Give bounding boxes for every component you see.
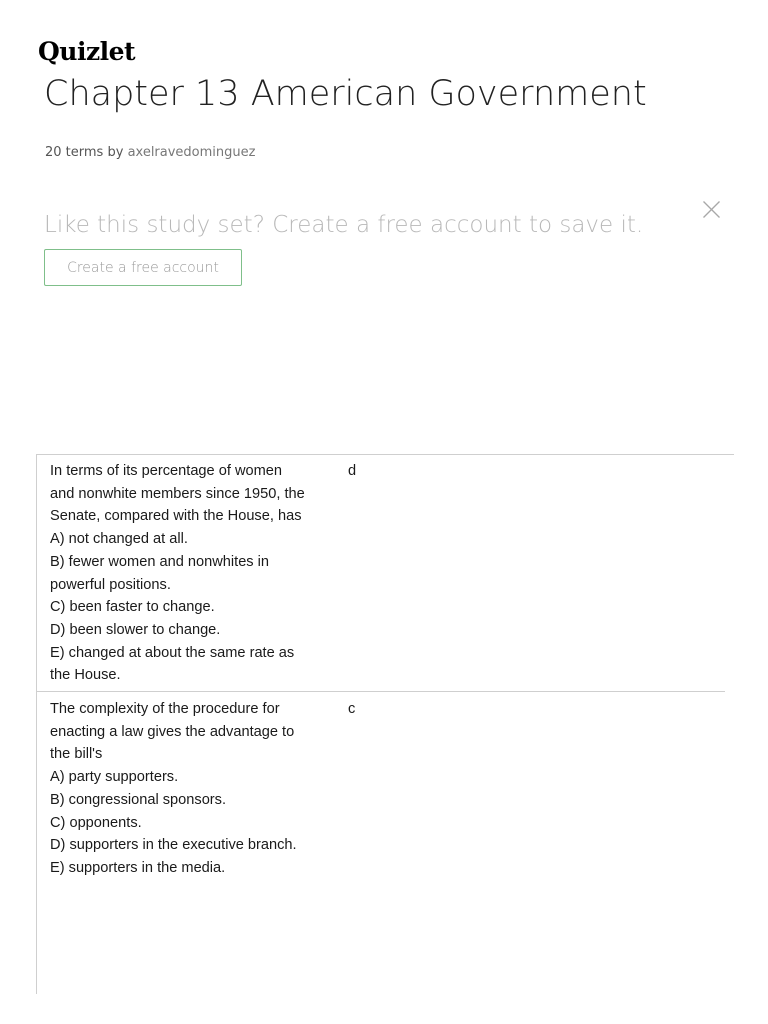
term-line: the bill's <box>50 746 103 763</box>
term-line: enacting a law gives the advantage to <box>50 723 295 740</box>
term-question <box>50 460 335 687</box>
term-row <box>37 693 725 893</box>
term-question <box>50 698 335 880</box>
term-line: the House. <box>50 667 121 684</box>
term-line: A) party supporters. <box>50 769 179 786</box>
quizlet-logo[interactable]: Quizlet <box>38 37 136 66</box>
term-line: E) changed at about the same rate as <box>50 644 295 661</box>
term-count: 20 terms <box>45 145 104 160</box>
term-line: The complexity of the procedure for <box>50 701 280 717</box>
term-line: E) supporters in the media. <box>50 859 226 876</box>
close-icon[interactable] <box>702 200 721 219</box>
term-line: D) been slower to change. <box>50 621 221 638</box>
term-line: A) not changed at all. <box>50 531 188 548</box>
signup-prompt: Like this study set? Create a free account to save it. <box>44 212 644 238</box>
term-line: C) opponents. <box>50 814 142 831</box>
terms-list <box>36 454 734 994</box>
term-answer: c <box>348 701 356 717</box>
term-line: C) been faster to change. <box>50 599 215 616</box>
term-line: In terms of its percentage of women <box>50 463 282 479</box>
term-line: D) supporters in the executive branch. <box>50 837 297 854</box>
author-link[interactable]: axelravedominguez <box>127 145 256 160</box>
by-label: by <box>107 145 124 160</box>
set-title: Chapter 13 American Government <box>44 74 647 114</box>
term-row <box>37 455 725 692</box>
term-line: Senate, compared with the House, has <box>50 508 302 525</box>
term-line: B) congressional sponsors. <box>50 791 227 808</box>
term-line: and nonwhite members since 1950, the <box>50 485 305 502</box>
term-line: powerful positions. <box>50 576 171 593</box>
term-line: B) fewer women and nonwhites in <box>50 553 270 570</box>
create-account-button[interactable]: Create a free account <box>44 249 242 286</box>
set-meta <box>45 145 255 160</box>
term-answer: d <box>348 463 357 479</box>
